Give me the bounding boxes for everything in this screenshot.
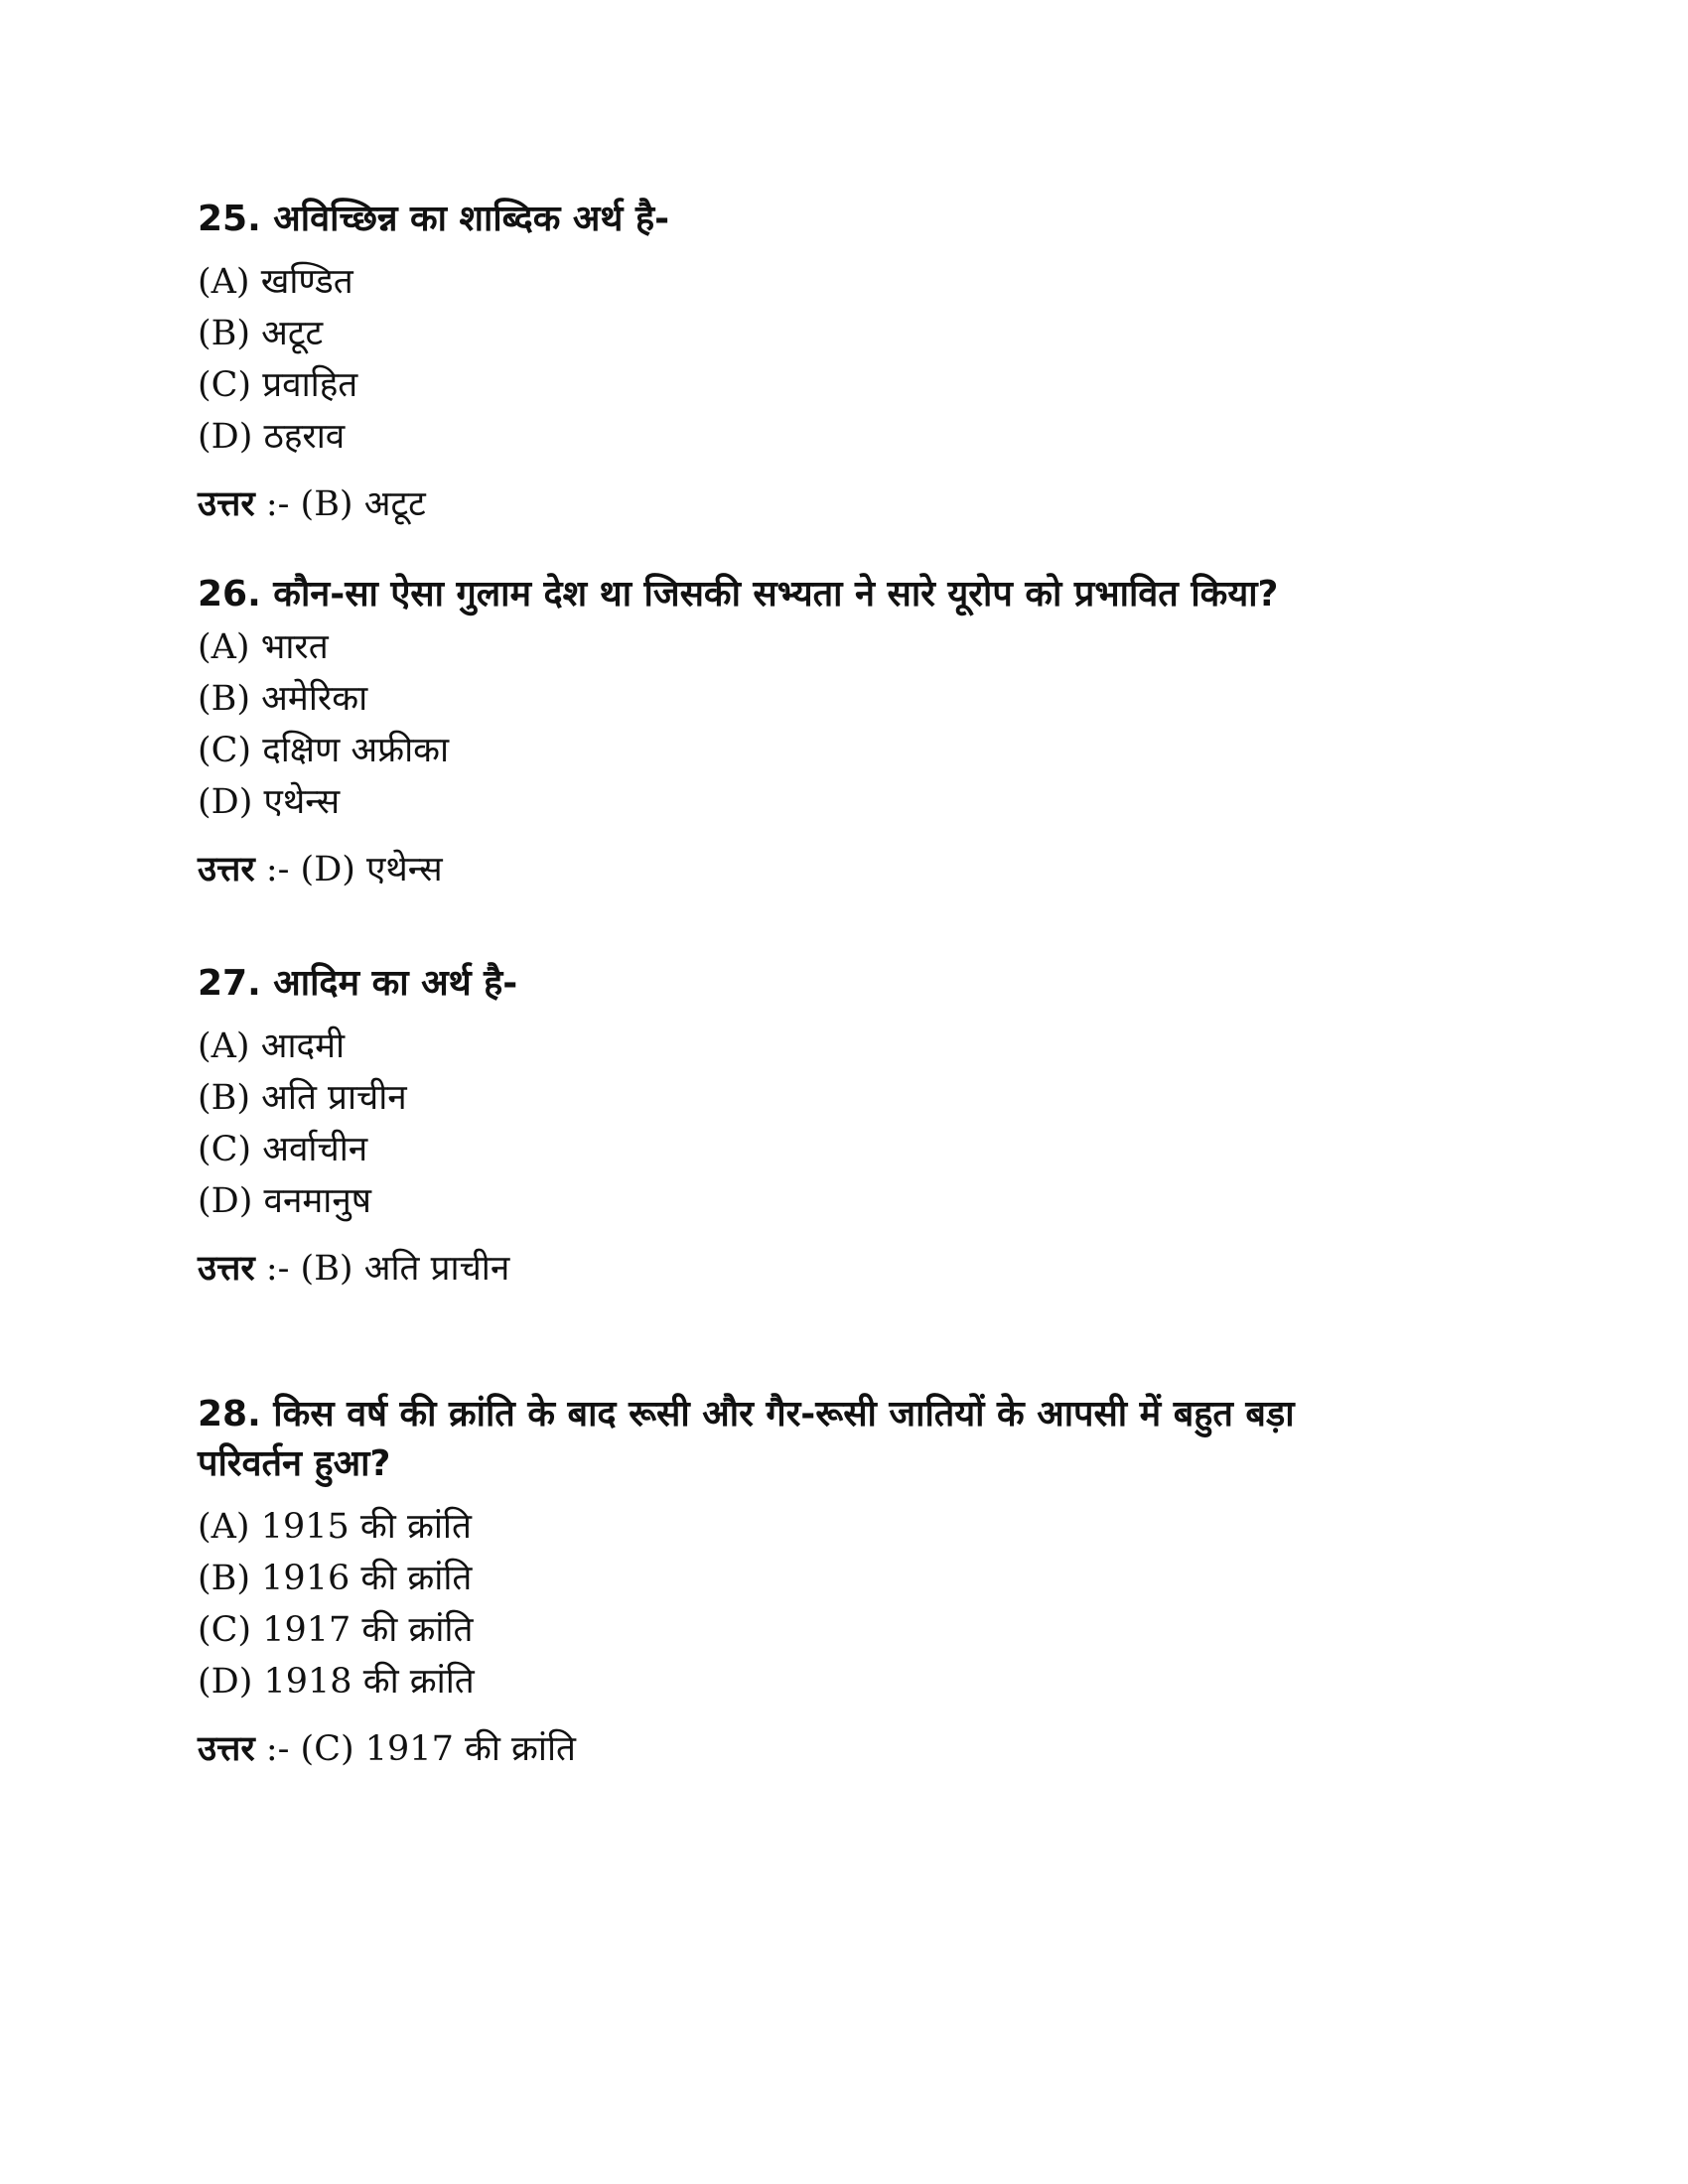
question-25 bbox=[198, 195, 1488, 530]
options-list bbox=[198, 1021, 1488, 1227]
answer-label: उत्तर bbox=[198, 1729, 255, 1769]
option-b: (B) 1916 की क्रांति bbox=[198, 1559, 473, 1598]
question-27 bbox=[198, 959, 1488, 1295]
option-c: (C) दक्षिण अफ्रीका bbox=[198, 731, 450, 770]
answer-label: उत्तर bbox=[198, 1249, 255, 1289]
option-b: (B) अटूट bbox=[198, 314, 324, 353]
option-c: (C) अर्वाचीन bbox=[198, 1130, 368, 1169]
answer-line bbox=[198, 478, 1488, 530]
question-title: 27. आदिम का अर्थ है- bbox=[198, 963, 518, 1004]
option-a: (A) आदमी bbox=[198, 1026, 346, 1066]
answer-text: :- (B) अति प्राचीन bbox=[254, 1249, 510, 1289]
option-c: (C) 1917 की क्रांति bbox=[198, 1610, 474, 1650]
options-list bbox=[198, 1501, 1488, 1707]
option-c: (C) प्रवाहित bbox=[198, 365, 358, 405]
option-d: (D) ठहराव bbox=[198, 417, 346, 457]
option-d: (D) एथेन्स bbox=[198, 782, 341, 822]
option-a: (A) भारत bbox=[198, 627, 329, 667]
question-title-line-1: 28. किस वर्ष की क्रांति के बाद रूसी और गैर-रूसी जातियों के आपसी में बहुत बड़ा bbox=[198, 1394, 1295, 1434]
option-b: (B) अति प्राचीन bbox=[198, 1078, 407, 1118]
option-a: (A) खण्डित bbox=[198, 262, 353, 302]
option-a: (A) 1915 की क्रांति bbox=[198, 1507, 472, 1547]
options-list bbox=[198, 256, 1488, 463]
answer-line bbox=[198, 1243, 1488, 1295]
answer-text: :- (C) 1917 की क्रांति bbox=[254, 1729, 576, 1769]
option-b: (B) अमेरिका bbox=[198, 679, 368, 719]
answer-line bbox=[198, 844, 1488, 895]
answer-label: उत्तर bbox=[198, 484, 255, 524]
answer-text: :- (D) एथेन्स bbox=[254, 850, 443, 889]
answer-label: उत्तर bbox=[198, 850, 255, 889]
question-26 bbox=[198, 570, 1488, 895]
answer-text: :- (B) अटूट bbox=[254, 484, 426, 524]
question-title: 26. कौन-सा ऐसा गुलाम देश था जिसकी सभ्यता ने सारे यूरोप को प्रभावित किया? bbox=[198, 574, 1279, 614]
question-title: 25. अविच्छिन्न का शाब्दिक अर्थ है- bbox=[198, 199, 670, 239]
question-title-line-2: परिवर्तन हुआ? bbox=[198, 1443, 391, 1484]
question-28 bbox=[198, 1390, 1488, 1775]
option-d: (D) वनमानुष bbox=[198, 1181, 372, 1221]
answer-line bbox=[198, 1723, 1488, 1775]
option-d: (D) 1918 की क्रांति bbox=[198, 1662, 475, 1702]
options-list bbox=[198, 621, 1488, 828]
